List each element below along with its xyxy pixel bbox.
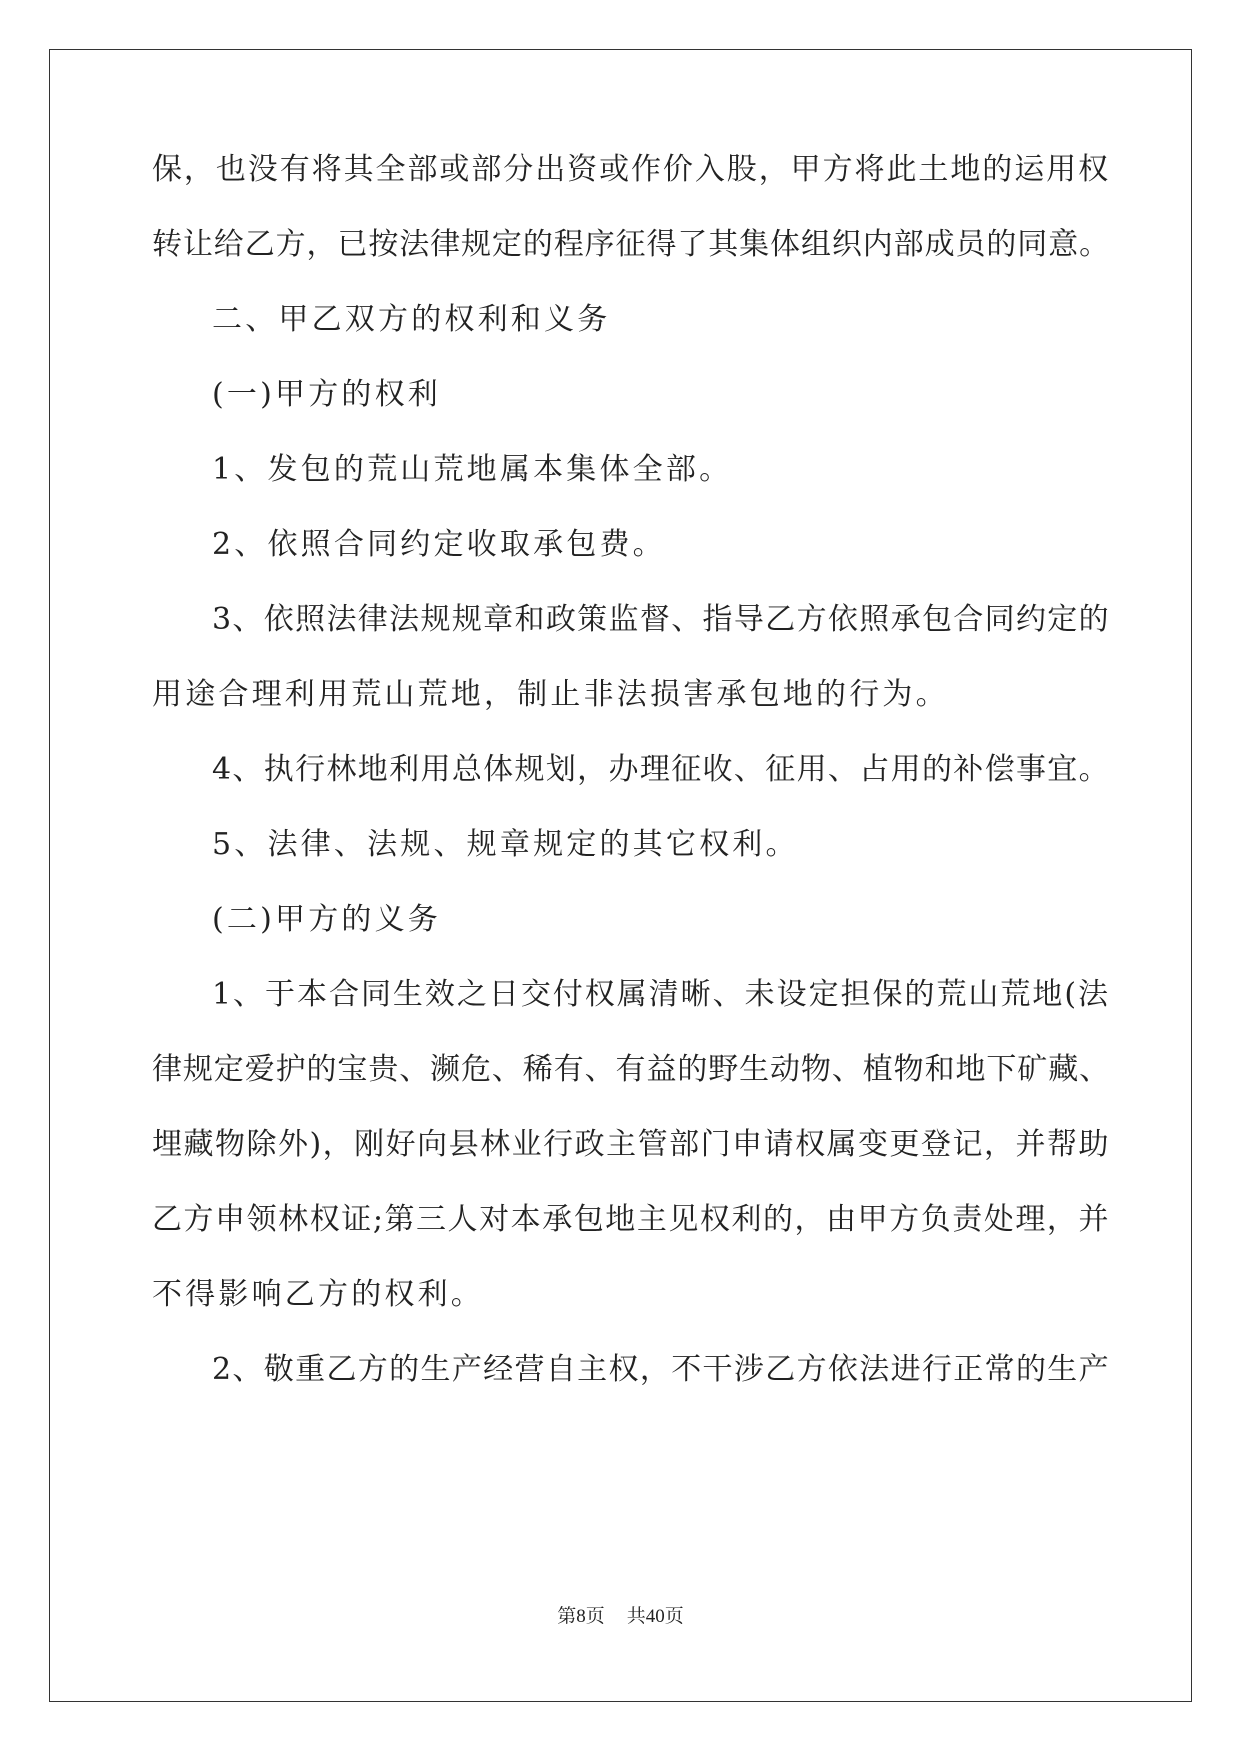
page-footer [0, 1605, 1241, 1629]
list-item: 2、敬重乙方的生产经营自主权，不干涉乙方依法进行正常的生产 [212, 1352, 1110, 1387]
list-item: 4、执行林地利用总体规划，办理征收、征用、占用的补偿事宜。 [212, 752, 1110, 787]
paragraph-line: 乙方申领林权证;第三人对本承包地主见权利的，由甲方负责处理，并 [152, 1202, 1110, 1237]
paragraph-line: 用途合理利用荒山荒地，制止非法损害承包地的行为。 [152, 677, 949, 712]
current-page-label: 第8页 [557, 1606, 605, 1627]
section-heading: 二、甲乙双方的权利和义务 [212, 302, 611, 337]
subsection-heading: (一)甲方的权利 [212, 377, 442, 412]
list-item: 3、依照法律法规规章和政策监督、指导乙方依照承包合同约定的 [212, 602, 1110, 637]
page-border [49, 49, 1192, 1702]
list-item: 5、法律、法规、规章规定的其它权利。 [212, 827, 799, 862]
paragraph-line: 不得影响乙方的权利。 [152, 1277, 484, 1312]
list-item: 2、依照合同约定收取承包费。 [212, 527, 666, 562]
subsection-heading: (二)甲方的义务 [212, 902, 442, 937]
paragraph-line: 转让给乙方，已按法律规定的程序征得了其集体组织内部成员的同意。 [152, 227, 1110, 262]
total-pages-label: 共40页 [626, 1606, 684, 1627]
list-item: 1、于本合同生效之日交付权属清晰、未设定担保的荒山荒地(法 [212, 977, 1110, 1012]
paragraph-line: 律规定爱护的宝贵、濒危、稀有、有益的野生动物、植物和地下矿藏、 [152, 1052, 1110, 1087]
list-item: 1、发包的荒山荒地属本集体全部。 [212, 452, 733, 487]
paragraph-line: 埋藏物除外)，刚好向县林业行政主管部门申请权属变更登记，并帮助 [152, 1127, 1110, 1162]
paragraph-line: 保，也没有将其全部或部分出资或作价入股，甲方将此土地的运用权 [152, 152, 1110, 187]
